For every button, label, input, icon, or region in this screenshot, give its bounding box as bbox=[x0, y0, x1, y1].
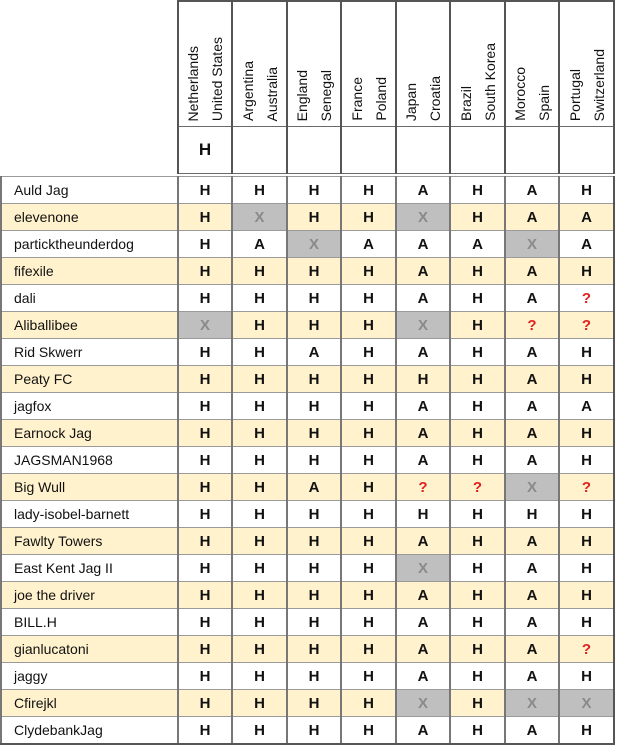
prediction-cell: ? bbox=[396, 474, 450, 501]
prediction-cell: H bbox=[341, 366, 396, 393]
prediction-cell: H bbox=[232, 528, 287, 555]
team-name: Australia bbox=[263, 66, 280, 121]
table-row bbox=[1, 474, 614, 501]
prediction-cell: H bbox=[287, 366, 341, 393]
prediction-cell: H bbox=[232, 447, 287, 474]
prediction-cell: H bbox=[287, 555, 341, 582]
prediction-cell: H bbox=[178, 420, 232, 447]
prediction-cell: ? bbox=[559, 474, 614, 501]
actual-result-cell: H bbox=[178, 127, 232, 174]
prediction-cell: A bbox=[505, 447, 559, 474]
prediction-cell: H bbox=[559, 366, 614, 393]
prediction-cell: H bbox=[450, 366, 505, 393]
prediction-cell: H bbox=[450, 717, 505, 745]
prediction-cell: H bbox=[178, 717, 232, 745]
prediction-cell: H bbox=[341, 555, 396, 582]
prediction-cell: H bbox=[232, 474, 287, 501]
prediction-cell: A bbox=[287, 474, 341, 501]
prediction-cell: H bbox=[450, 609, 505, 636]
prediction-cell: H bbox=[450, 204, 505, 231]
prediction-cell: H bbox=[178, 204, 232, 231]
prediction-cell: A bbox=[396, 636, 450, 663]
prediction-cell: H bbox=[450, 582, 505, 609]
prediction-cell: A bbox=[396, 528, 450, 555]
prediction-cell: H bbox=[287, 312, 341, 339]
prediction-cell: ? bbox=[505, 312, 559, 339]
prediction-cell: A bbox=[396, 717, 450, 745]
team-name: Morocco bbox=[512, 67, 528, 121]
prediction-cell: A bbox=[505, 366, 559, 393]
prediction-cell: H bbox=[287, 258, 341, 285]
table-row bbox=[1, 582, 614, 609]
prediction-cell: A bbox=[505, 177, 559, 204]
player-name: elevenone bbox=[1, 204, 178, 231]
prediction-cell: X bbox=[559, 690, 614, 717]
prediction-cell: H bbox=[232, 636, 287, 663]
prediction-cell: H bbox=[450, 258, 505, 285]
match-header bbox=[450, 1, 505, 127]
prediction-cell: H bbox=[287, 285, 341, 312]
prediction-cell: H bbox=[178, 393, 232, 420]
team-name: Switzerland bbox=[590, 48, 607, 121]
prediction-cell: A bbox=[505, 420, 559, 447]
prediction-cell: X bbox=[178, 312, 232, 339]
prediction-cell: H bbox=[178, 231, 232, 258]
prediction-cell: H bbox=[178, 555, 232, 582]
prediction-cell: H bbox=[341, 312, 396, 339]
prediction-cell: H bbox=[232, 663, 287, 690]
match-header bbox=[287, 1, 341, 127]
prediction-cell: A bbox=[450, 231, 505, 258]
prediction-cell: A bbox=[505, 393, 559, 420]
table-row bbox=[1, 420, 614, 447]
prediction-cell: H bbox=[287, 177, 341, 204]
team-name: Argentina bbox=[239, 61, 256, 121]
prediction-cell: H bbox=[287, 690, 341, 717]
actual-result-cell bbox=[396, 127, 450, 174]
prediction-cell: H bbox=[450, 393, 505, 420]
prediction-cell: H bbox=[178, 285, 232, 312]
prediction-cell: H bbox=[287, 420, 341, 447]
match-header bbox=[178, 1, 232, 127]
prediction-cell: ? bbox=[559, 312, 614, 339]
prediction-cell: H bbox=[287, 204, 341, 231]
prediction-cell: H bbox=[232, 366, 287, 393]
prediction-cell: A bbox=[396, 231, 450, 258]
actual-result-cell bbox=[341, 127, 396, 174]
prediction-cell: A bbox=[505, 285, 559, 312]
actual-result-row bbox=[1, 127, 614, 174]
player-name: fifexile bbox=[1, 258, 178, 285]
prediction-cell: ? bbox=[559, 636, 614, 663]
prediction-cell: H bbox=[559, 663, 614, 690]
table-row bbox=[1, 636, 614, 663]
prediction-cell: H bbox=[450, 447, 505, 474]
player-name: BILL.H bbox=[1, 609, 178, 636]
player-name: Fawlty Towers bbox=[1, 528, 178, 555]
prediction-cell: H bbox=[559, 582, 614, 609]
table-row bbox=[1, 177, 614, 204]
prediction-cell: H bbox=[232, 285, 287, 312]
match-header bbox=[396, 1, 450, 127]
prediction-cell: X bbox=[505, 690, 559, 717]
prediction-cell: H bbox=[559, 528, 614, 555]
prediction-cell: X bbox=[396, 312, 450, 339]
team-name: Portugal bbox=[566, 68, 583, 121]
prediction-cell: X bbox=[287, 231, 341, 258]
prediction-cell: H bbox=[178, 609, 232, 636]
prediction-cell: H bbox=[396, 501, 450, 528]
prediction-cell: H bbox=[178, 663, 232, 690]
player-name: Big Wull bbox=[1, 474, 178, 501]
prediction-cell: H bbox=[341, 609, 396, 636]
actual-result-cell bbox=[232, 127, 287, 174]
prediction-cell: A bbox=[396, 582, 450, 609]
table-row bbox=[1, 609, 614, 636]
prediction-cell: A bbox=[505, 636, 559, 663]
team-name: France bbox=[348, 77, 365, 121]
prediction-cell: H bbox=[178, 690, 232, 717]
prediction-cell: X bbox=[505, 474, 559, 501]
prediction-cell: H bbox=[287, 528, 341, 555]
prediction-cell: A bbox=[505, 717, 559, 745]
prediction-cell: H bbox=[559, 258, 614, 285]
team-name: Netherlands bbox=[185, 45, 201, 121]
prediction-cell: H bbox=[232, 312, 287, 339]
prediction-cell: H bbox=[559, 177, 614, 204]
team-name: Japan bbox=[403, 82, 419, 121]
prediction-cell: H bbox=[178, 528, 232, 555]
prediction-cell: H bbox=[341, 690, 396, 717]
prediction-cell: H bbox=[178, 447, 232, 474]
prediction-cell: H bbox=[287, 582, 341, 609]
prediction-cell: H bbox=[450, 177, 505, 204]
header-spacer bbox=[1, 1, 178, 127]
prediction-cell: A bbox=[396, 339, 450, 366]
table-row bbox=[1, 231, 614, 258]
player-name: Auld Jag bbox=[1, 177, 178, 204]
result-spacer bbox=[1, 127, 178, 174]
actual-result-cell bbox=[559, 127, 614, 174]
team-name: England bbox=[294, 69, 310, 121]
prediction-cell: X bbox=[396, 555, 450, 582]
player-name: jagfox bbox=[1, 393, 178, 420]
table-row bbox=[1, 447, 614, 474]
prediction-cell: H bbox=[450, 555, 505, 582]
prediction-cell: H bbox=[232, 177, 287, 204]
prediction-cell: H bbox=[178, 177, 232, 204]
match-header bbox=[232, 1, 287, 127]
player-name: dali bbox=[1, 285, 178, 312]
prediction-cell: A bbox=[232, 231, 287, 258]
prediction-cell: A bbox=[505, 663, 559, 690]
prediction-cell: A bbox=[396, 609, 450, 636]
prediction-cell: H bbox=[287, 393, 341, 420]
prediction-cell: A bbox=[396, 258, 450, 285]
prediction-cell: H bbox=[396, 366, 450, 393]
prediction-cell: X bbox=[505, 231, 559, 258]
prediction-cell: H bbox=[178, 258, 232, 285]
prediction-cell: H bbox=[450, 420, 505, 447]
prediction-cell: ? bbox=[450, 474, 505, 501]
prediction-cell: H bbox=[450, 339, 505, 366]
player-name: ClydebankJag bbox=[1, 717, 178, 745]
prediction-cell: H bbox=[232, 501, 287, 528]
prediction-cell: ? bbox=[559, 285, 614, 312]
prediction-cell: H bbox=[287, 447, 341, 474]
prediction-cell: H bbox=[178, 474, 232, 501]
team-name: South Korea bbox=[481, 43, 498, 121]
prediction-cell: H bbox=[559, 420, 614, 447]
player-name: Aliballibee bbox=[1, 312, 178, 339]
prediction-cell: H bbox=[341, 339, 396, 366]
prediction-cell: A bbox=[505, 204, 559, 231]
team-name: Brazil bbox=[457, 85, 474, 121]
prediction-cell: H bbox=[232, 420, 287, 447]
player-name: Earnock Jag bbox=[1, 420, 178, 447]
match-header bbox=[559, 1, 614, 127]
player-name: lady-isobel-barnett bbox=[1, 501, 178, 528]
table-row bbox=[1, 555, 614, 582]
prediction-cell: A bbox=[341, 231, 396, 258]
match-header bbox=[341, 1, 396, 127]
prediction-cell: A bbox=[396, 447, 450, 474]
prediction-cell: A bbox=[505, 528, 559, 555]
prediction-cell: A bbox=[505, 339, 559, 366]
player-name: jaggy bbox=[1, 663, 178, 690]
prediction-cell: H bbox=[341, 636, 396, 663]
prediction-cell: H bbox=[341, 393, 396, 420]
prediction-cell: H bbox=[341, 447, 396, 474]
prediction-cell: A bbox=[396, 285, 450, 312]
prediction-cell: H bbox=[178, 582, 232, 609]
prediction-cell: H bbox=[287, 636, 341, 663]
prediction-cell: H bbox=[232, 717, 287, 745]
prediction-cell: H bbox=[341, 177, 396, 204]
prediction-cell: H bbox=[232, 582, 287, 609]
table-row bbox=[1, 312, 614, 339]
team-name: Poland bbox=[372, 77, 389, 121]
prediction-cell: H bbox=[232, 339, 287, 366]
prediction-cell: A bbox=[396, 420, 450, 447]
player-name: Cfirejkl bbox=[1, 690, 178, 717]
team-name: United States bbox=[209, 36, 225, 121]
prediction-cell: H bbox=[178, 501, 232, 528]
prediction-cell: X bbox=[396, 690, 450, 717]
prediction-cell: H bbox=[450, 285, 505, 312]
prediction-cell: H bbox=[559, 501, 614, 528]
prediction-cell: H bbox=[450, 501, 505, 528]
prediction-cell: H bbox=[450, 636, 505, 663]
prediction-cell: H bbox=[287, 663, 341, 690]
team-header-row bbox=[1, 1, 614, 127]
prediction-cell: A bbox=[396, 393, 450, 420]
team-name: Croatia bbox=[427, 75, 443, 121]
prediction-cell: H bbox=[232, 555, 287, 582]
table-row bbox=[1, 366, 614, 393]
actual-result-cell bbox=[505, 127, 559, 174]
table-row bbox=[1, 528, 614, 555]
prediction-cell: H bbox=[232, 690, 287, 717]
prediction-cell: H bbox=[341, 582, 396, 609]
prediction-cell: A bbox=[559, 393, 614, 420]
prediction-cell: H bbox=[341, 501, 396, 528]
prediction-cell: H bbox=[287, 609, 341, 636]
prediction-cell: H bbox=[341, 528, 396, 555]
prediction-cell: H bbox=[287, 501, 341, 528]
prediction-cell: H bbox=[341, 474, 396, 501]
prediction-cell: A bbox=[505, 258, 559, 285]
prediction-cell: H bbox=[505, 501, 559, 528]
prediction-cell: H bbox=[341, 663, 396, 690]
prediction-cell: H bbox=[232, 393, 287, 420]
table-row bbox=[1, 258, 614, 285]
player-name: Rid Skwerr bbox=[1, 339, 178, 366]
prediction-cell: A bbox=[396, 177, 450, 204]
player-name: joe the driver bbox=[1, 582, 178, 609]
player-name: JAGSMAN1968 bbox=[1, 447, 178, 474]
table-row bbox=[1, 339, 614, 366]
table-row bbox=[1, 501, 614, 528]
prediction-cell: H bbox=[232, 609, 287, 636]
prediction-cell: H bbox=[559, 717, 614, 745]
prediction-cell: H bbox=[232, 258, 287, 285]
prediction-cell: H bbox=[450, 528, 505, 555]
prediction-cell: A bbox=[287, 339, 341, 366]
prediction-cell: X bbox=[396, 204, 450, 231]
prediction-cell: H bbox=[450, 663, 505, 690]
team-name: Senegal bbox=[318, 69, 334, 121]
prediction-cell: A bbox=[505, 555, 559, 582]
prediction-cell: H bbox=[341, 285, 396, 312]
table-row bbox=[1, 285, 614, 312]
table-row bbox=[1, 204, 614, 231]
player-name: East Kent Jag II bbox=[1, 555, 178, 582]
prediction-cell: H bbox=[450, 690, 505, 717]
prediction-cell: H bbox=[559, 609, 614, 636]
match-header bbox=[505, 1, 559, 127]
prediction-cell: H bbox=[559, 339, 614, 366]
prediction-cell: A bbox=[505, 582, 559, 609]
actual-result-cell bbox=[287, 127, 341, 174]
player-name: particktheunderdog bbox=[1, 231, 178, 258]
table-row bbox=[1, 717, 614, 745]
prediction-cell: H bbox=[178, 636, 232, 663]
table-row bbox=[1, 690, 614, 717]
prediction-cell: A bbox=[505, 609, 559, 636]
prediction-cell: A bbox=[396, 663, 450, 690]
prediction-cell: A bbox=[559, 231, 614, 258]
prediction-cell: H bbox=[178, 366, 232, 393]
prediction-cell: H bbox=[559, 555, 614, 582]
prediction-cell: H bbox=[341, 420, 396, 447]
prediction-cell: H bbox=[559, 447, 614, 474]
prediction-cell: A bbox=[559, 204, 614, 231]
table-row bbox=[1, 393, 614, 420]
prediction-cell: H bbox=[450, 312, 505, 339]
prediction-cell: X bbox=[232, 204, 287, 231]
player-name: Peaty FC bbox=[1, 366, 178, 393]
prediction-cell: H bbox=[287, 717, 341, 745]
prediction-cell: H bbox=[341, 717, 396, 745]
team-name: Spain bbox=[536, 85, 552, 121]
prediction-cell: H bbox=[341, 204, 396, 231]
prediction-cell: H bbox=[341, 258, 396, 285]
table-row bbox=[1, 663, 614, 690]
prediction-cell: H bbox=[178, 339, 232, 366]
player-name: gianlucatoni bbox=[1, 636, 178, 663]
actual-result-cell bbox=[450, 127, 505, 174]
